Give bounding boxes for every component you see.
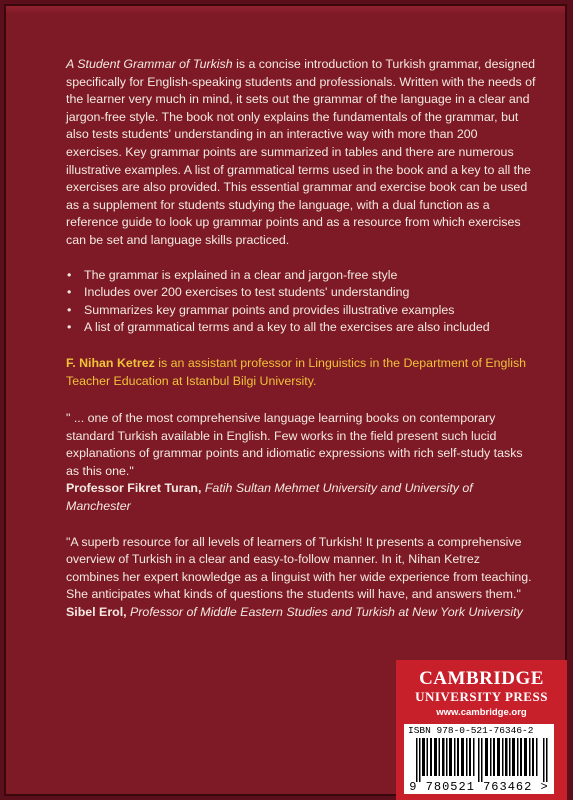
description-text: is a concise introduction to Turkish grammar, designed specifically for English-speaking students and professionals. Written with the needs of the learner very much in mind, it sets out the grammar of the language in a clear and jargon-free style. The book not only explains the fundamentals of the grammar, but also tests students' understanding in an interactive way with more than 200 exercises. Key grammar points are summarized in tables and there are numerous illustrative examples. A list of grammatical terms used in the book and a key to all the exercises are also provided. This essential grammar and exercise book can be used as a supplement for students studying the language, with a dual function as a reference guide to look up grammar points and as a resource from which exercises can be set and language skills practiced. bbox=[66, 57, 536, 247]
review-attribution bbox=[66, 480, 536, 515]
feature-item: • Includes over 200 exercises to test students' understanding bbox=[66, 284, 536, 302]
feature-item: • Summarizes key grammar points and provides illustrative examples bbox=[66, 302, 536, 320]
book-description bbox=[66, 56, 536, 250]
isbn-number: ISBN 978-0-521-76346-2 bbox=[408, 725, 534, 736]
publisher-url: www.cambridge.org bbox=[436, 707, 527, 718]
author-bio-text: is an assistant professor in Linguistics in the Department of English Teacher Education at Istanbul Bilgi University. bbox=[66, 355, 527, 388]
reviewer-name: Professor Fikret Turan, bbox=[66, 481, 202, 496]
author-bio bbox=[66, 355, 536, 390]
back-cover-text bbox=[66, 56, 536, 640]
book-title-italic: A Student Grammar of Turkish bbox=[66, 57, 233, 71]
reviewer-name: Sibel Erol, bbox=[66, 605, 127, 620]
review-attribution bbox=[66, 604, 536, 622]
review-2 bbox=[66, 534, 536, 622]
review-quote: " ... one of the most comprehensive language learning books on contemporary standard Turkish available in English. Few works in the field present such lucid explanations of grammar points and idiomatic expressions with rich self-study tasks as this one." bbox=[66, 411, 523, 478]
review-1 bbox=[66, 410, 536, 516]
author-name: F. Nihan Ketrez bbox=[66, 355, 155, 370]
feature-item: • A list of grammatical terms and a key to all the exercises are also included bbox=[66, 319, 536, 337]
feature-item: • The grammar is explained in a clear and jargon-free style bbox=[66, 267, 536, 285]
reviewer-affiliation: Professor of Middle Eastern Studies and Turkish at New York University bbox=[126, 605, 523, 620]
publisher-band bbox=[396, 660, 567, 800]
publisher-subtitle: UNIVERSITY PRESS bbox=[415, 689, 548, 704]
publisher-name: CAMBRIDGE bbox=[419, 668, 544, 689]
review-quote: "A superb resource for all levels of learners of Turkish! It presents a comprehensive overview of Turkish in a clear and easy-to-follow manner. In it, Nihan Ketrez combines her expert knowledge as a linguist with her wide experience from teaching. She anticipates what kinds of questions the students will have, and answers them." bbox=[66, 534, 532, 602]
cover-edge bbox=[6, 6, 565, 14]
feature-list bbox=[66, 267, 536, 337]
reviewer-affiliation: Fatih Sultan Mehmet University and University of Manchester bbox=[66, 481, 473, 514]
barcode-bars-icon bbox=[416, 738, 550, 782]
barcode bbox=[404, 724, 554, 794]
barcode-digits: 9 780521 763462 > bbox=[409, 780, 549, 794]
